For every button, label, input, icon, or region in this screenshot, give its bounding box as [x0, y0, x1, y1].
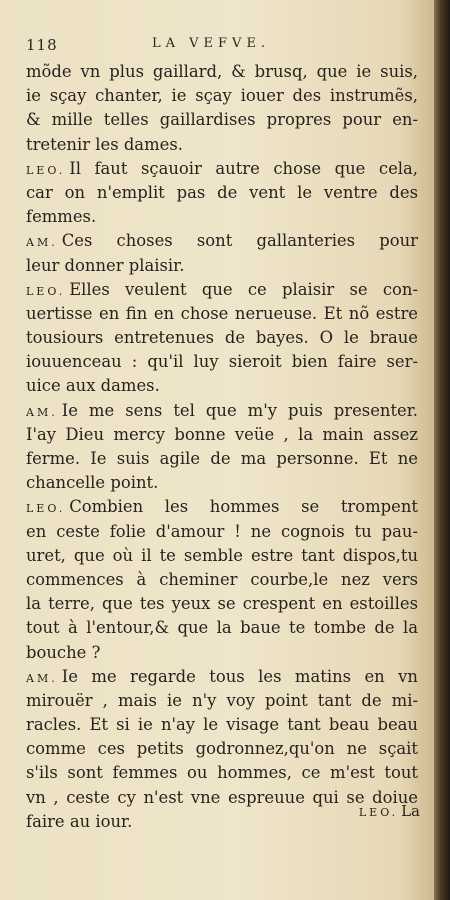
- line-text: la terre, que tes yeux se crespent en estoilles: [26, 594, 418, 614]
- text-line: [26, 761, 418, 785]
- text-line: [26, 665, 418, 689]
- speaker-name: AM.: [26, 405, 58, 419]
- line-text: iouuenceau : qu'il luy sieroit bien faire ser-: [26, 352, 418, 372]
- page-header: [0, 36, 434, 58]
- line-text: bouche ?: [26, 642, 101, 662]
- text-line: [26, 689, 418, 713]
- page-number: 118: [26, 36, 58, 54]
- line-text: chancelle point.: [26, 473, 159, 493]
- line-text: tout à l'entour,& que la baue te tombe de la: [26, 618, 418, 638]
- text-line: [26, 568, 418, 592]
- text-line: [26, 641, 418, 665]
- speaker-name: LEO.: [26, 284, 66, 298]
- line-text: faire au iour.: [26, 811, 133, 831]
- text-line: [26, 205, 418, 229]
- line-text: uret, que où il te semble estre tant dispos,tu: [26, 545, 418, 565]
- line-text: Ie me regarde tous les matins en vn: [61, 666, 418, 686]
- line-text: Ie me sens tel que m'y puis presenter.: [61, 400, 418, 420]
- catchword: [359, 802, 420, 820]
- text-line: [26, 278, 418, 302]
- text-line: [26, 399, 418, 423]
- line-text: car on n'emplit pas de vent le ventre des: [26, 182, 418, 202]
- speaker-name: AM.: [26, 236, 58, 250]
- speaker-name: LEO.: [26, 502, 66, 516]
- text-line: [26, 60, 418, 84]
- line-text: en ceste folie d'amour ! ne cognois tu pau-: [26, 521, 418, 541]
- text-line: [26, 108, 418, 132]
- text-line: [26, 133, 418, 157]
- line-text: mirouër , mais ie n'y voy point tant de mi-: [26, 690, 418, 710]
- line-text: racles. Et si ie n'ay le visage tant beau beau: [26, 715, 418, 735]
- text-line: [26, 181, 418, 205]
- line-text: commences à cheminer courbe,le nez vers: [26, 569, 418, 589]
- line-text: femmes.: [26, 207, 97, 227]
- speaker-name: LEO.: [26, 163, 66, 177]
- line-text: tousiours entretenues de bayes. O le braue: [26, 328, 418, 348]
- speaker-name: AM.: [26, 671, 58, 685]
- line-text: vn , ceste cy n'est vne espreuue qui se doiue: [26, 787, 418, 807]
- line-text: ferme. Ie suis agile de ma personne. Et ne: [26, 449, 418, 468]
- line-text: Il faut sçauoir autre chose que cela,: [69, 158, 418, 178]
- line-text: uice aux dames.: [26, 376, 160, 396]
- text-line: [26, 520, 418, 544]
- text-line: [26, 254, 418, 278]
- text-line: [26, 737, 418, 761]
- line-text: ie sçay chanter, ie sçay iouer des instrumẽs,: [26, 86, 418, 106]
- text-line: [26, 713, 418, 737]
- text-line: [26, 350, 418, 374]
- line-text: uertisse en fin en chose nerueuse. Et nõ estre: [26, 303, 418, 323]
- catchword-text: La: [401, 802, 420, 820]
- dialogue-text: [26, 60, 418, 834]
- text-line: [26, 471, 418, 495]
- line-text: tretenir les dames.: [26, 134, 183, 154]
- text-line: [26, 447, 418, 471]
- running-title: LA VEFVE.: [152, 36, 271, 51]
- book-gutter: [434, 0, 450, 900]
- text-line: [26, 423, 418, 447]
- text-line: [26, 374, 418, 398]
- line-text: & mille telles gaillardises propres pour en-: [26, 110, 418, 130]
- catchword-speaker: LEO.: [358, 806, 399, 819]
- text-line: [26, 157, 418, 181]
- text-line: [26, 229, 418, 253]
- line-text: comme ces petits godronnez,qu'on ne sçait: [26, 739, 418, 759]
- text-line: [26, 495, 418, 519]
- text-line: [26, 544, 418, 568]
- line-text: Combien les hommes se trompent: [69, 497, 418, 517]
- text-line: [26, 84, 418, 108]
- line-text: Ces choses sont gallanteries pour: [61, 231, 418, 251]
- line-text: mõde vn plus gaillard, & brusq, que ie suis,: [26, 62, 418, 81]
- line-text: Elles veulent que ce plaisir se con-: [69, 279, 418, 299]
- line-text: s'ils sont femmes ou hommes, ce m'est tout: [26, 763, 418, 783]
- text-line: [26, 302, 418, 326]
- text-line: [26, 326, 418, 350]
- line-text: I'ay Dieu mercy bonne veüe , la main assez: [26, 424, 418, 444]
- line-text: leur donner plaisir.: [26, 255, 185, 275]
- text-line: [26, 592, 418, 616]
- text-line: [26, 616, 418, 640]
